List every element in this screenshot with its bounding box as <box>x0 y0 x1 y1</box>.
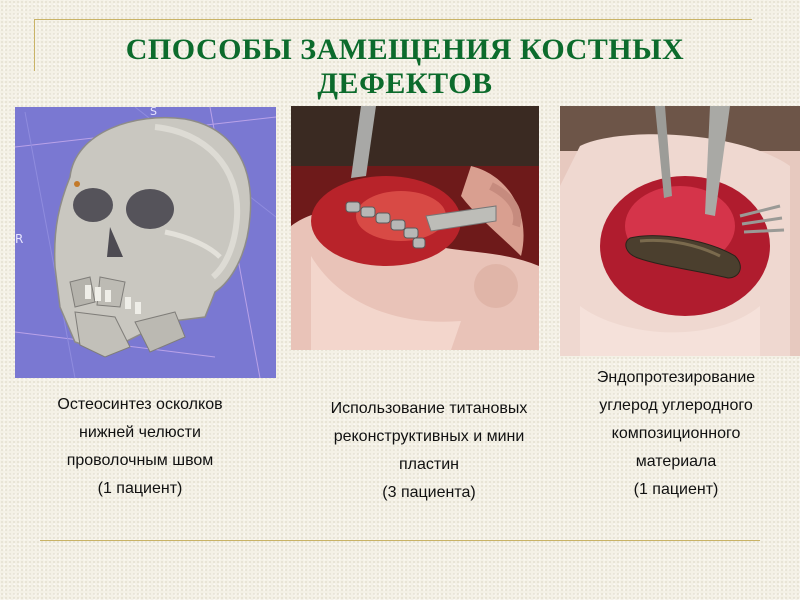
marker-r: R <box>15 232 24 246</box>
caption-line: (3 пациента) <box>382 484 476 501</box>
carbon-implant-image <box>560 106 800 356</box>
caption-titanium-plates <box>300 395 558 507</box>
caption-line: (1 пациент) <box>97 480 183 497</box>
caption-line: Использование титановых <box>330 400 528 417</box>
caption-line: Остеосинтез осколков <box>57 396 223 413</box>
top-rule <box>34 19 752 20</box>
slide-title: СПОСОБЫ ЗАМЕЩЕНИЯ КОСТНЫХ ДЕФЕКТОВ <box>125 33 685 100</box>
caption-line: углерод углеродного <box>599 397 753 414</box>
caption-line: проволочным швом <box>66 452 214 469</box>
left-rule <box>34 19 35 71</box>
bottom-rule <box>40 540 760 541</box>
titanium-plate-image <box>291 106 539 350</box>
caption-line: реконструктивных и мини <box>333 428 525 445</box>
caption-endoprosthesis <box>560 364 792 504</box>
caption-line: материала <box>635 453 717 470</box>
caption-line: композиционного <box>611 425 741 442</box>
ct-skull-image <box>15 107 276 378</box>
caption-line: нижней челюсти <box>79 424 201 441</box>
caption-line: пластин <box>399 456 459 473</box>
caption-line: Эндопротезирование <box>596 369 756 386</box>
caption-osteosynthesis <box>20 391 260 503</box>
marker-s: S <box>150 107 157 118</box>
caption-line: (1 пациент) <box>633 481 719 498</box>
